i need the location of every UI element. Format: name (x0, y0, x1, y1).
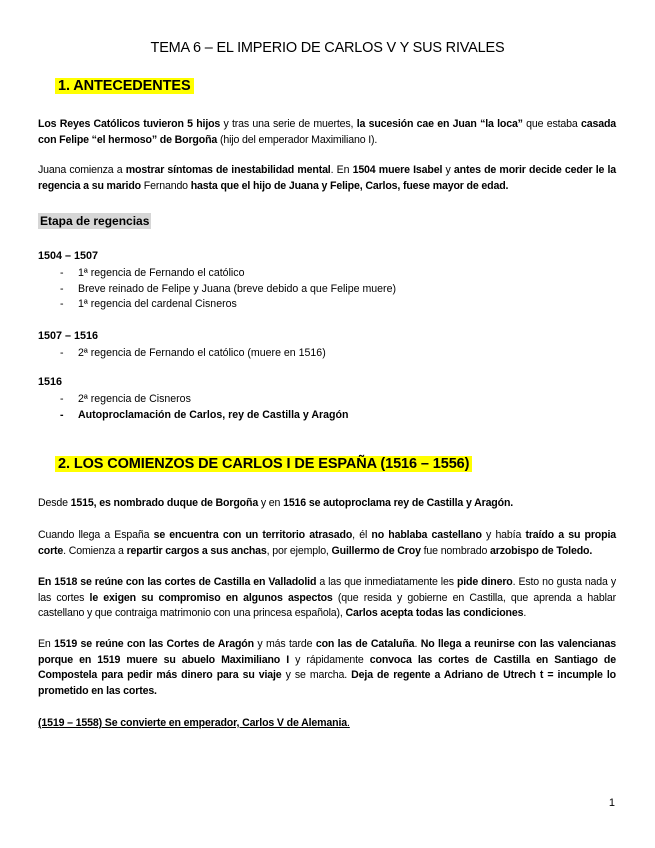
bold-text-run: Deja de regente a Adriano de Utrech t = incumple lo prometido en las cortes. (38, 669, 616, 697)
bold-text-run: antes de morir decide ceder le la regencia a su marido (38, 164, 617, 192)
section-2-paragraph-2 (38, 528, 616, 559)
section-2-heading: 2. LOS COMIENZOS DE CARLOS I DE ESPAÑA (1516 – 1556) (55, 456, 472, 472)
text-run: y rápidamente (289, 653, 370, 666)
text-run: y tras una serie de muertes, (220, 118, 357, 130)
bold-text-run: con las de Cataluña (315, 638, 415, 650)
text-run: y había (481, 529, 526, 541)
emperor-end: . (347, 717, 350, 729)
bold-text-run: No llega a reunirse con las valencianas porque en 1519 muere su abuelo Maximiliano I (38, 638, 616, 666)
bold-text-run: 1504 muere Isabel (352, 164, 443, 176)
section-1-heading: 1. ANTECEDENTES (55, 78, 194, 94)
text-run: Desde (38, 497, 71, 509)
bold-text-run: pide dinero (456, 576, 513, 588)
emperor-line (38, 716, 616, 732)
list-item: - 2ª regencia de Cisneros (60, 392, 348, 408)
regency-range: 1507 – 1516 (38, 330, 99, 342)
section-1-paragraph-2 (38, 163, 616, 194)
regencias-heading: Etapa de regencias (40, 214, 150, 228)
regency-list (60, 266, 396, 313)
text-run: Cuando llega a España (38, 529, 154, 541)
bold-text-run: traído a su propia corte (38, 529, 616, 557)
section-2-paragraph-3 (38, 575, 616, 622)
text-run: fue nombrado (420, 544, 490, 557)
bold-text-run: Carlos acepta todas las condiciones (345, 607, 524, 619)
bold-text-run: convoca las cortes de Castilla en Santiago de Compostela para pedir más dinero para su viaje (38, 653, 616, 681)
bold-text-run: Los Reyes Católicos tuvieron 5 hijos (38, 118, 221, 130)
regency-range: 1504 – 1507 (38, 250, 99, 262)
text-run: , él (352, 529, 372, 541)
text-run: . (523, 607, 527, 619)
text-run: que estaba (522, 118, 581, 130)
bold-text-run: Guillermo de Croy (331, 544, 421, 557)
text-run: a las que inmediatamente les (316, 576, 457, 588)
text-run: . (414, 638, 421, 650)
text-run: Juana comienza a (38, 164, 126, 176)
section-1-paragraph-1 (38, 117, 616, 148)
bold-text-run: 1519 se reúne con las Cortes de Aragón (54, 638, 254, 650)
bold-text-run: 1516 se autoproclama rey de Castilla y Aragón. (283, 497, 514, 509)
regency-list (60, 392, 348, 423)
list-item: - 1ª regencia del cardenal Cisneros (60, 297, 396, 313)
bold-text-run: no hablaba castellano (371, 529, 482, 541)
bold-text-run: le exigen su compromiso en algunos aspectos (89, 591, 333, 604)
text-run: . Esto no gusta nada y las cortes (38, 576, 616, 604)
bold-text-run: se encuentra con un territorio atrasado (153, 529, 353, 541)
list-item: - 1ª regencia de Fernando el católico (60, 266, 396, 282)
regency-list (60, 346, 326, 362)
bold-text-run: casada con Felipe “el hermoso” de Borgoña (38, 118, 617, 146)
regency-range: 1516 (38, 376, 63, 388)
text-run: . En (330, 164, 353, 176)
bold-text-run: hasta que el hijo de Juana y Felipe, Carlos, fuese mayor de edad. (190, 179, 509, 192)
text-run: En (38, 638, 55, 650)
text-run: , por ejemplo, (266, 544, 332, 557)
text-run: (que resida y gobierne en Castilla, que aprenda a hablar castellano y que contraiga matrimonio con una princesa española), (38, 591, 616, 619)
text-run: y se marcha. (281, 669, 352, 681)
document-title: TEMA 6 – EL IMPERIO DE CARLOS V Y SUS RIVALES (150, 40, 505, 56)
bold-text-run: la sucesión cae en Juan “la loca” (356, 118, 523, 130)
text-run: y más tarde (253, 638, 316, 650)
section-2-paragraph-1 (38, 496, 616, 512)
list-item: - 2ª regencia de Fernando el católico (muere en 1516) (60, 346, 326, 362)
list-item: - Breve reinado de Felipe y Juana (breve debido a que Felipe muere) (60, 282, 396, 298)
section-2-paragraph-4 (38, 637, 616, 699)
text-run: . Comienza a (63, 544, 127, 557)
text-run: Fernando (140, 179, 191, 192)
text-run: y (442, 164, 454, 176)
bold-text-run: mostrar síntomas de inestabilidad mental (125, 164, 331, 176)
bold-text-run: arzobispo de Toledo. (490, 544, 593, 557)
bold-text-run: 1515, es nombrado duque de Borgoña (70, 497, 259, 509)
bold-text-run: repartir cargos a sus anchas (126, 544, 267, 557)
emperor-text: (1519 – 1558) Se convierte en emperador, Carlos V de Alemania (38, 717, 348, 729)
bold-text-run: En 1518 se reúne con las cortes de Castilla en Valladolid (38, 576, 317, 588)
text-run: (hijo del emperador Maximiliano I). (217, 133, 378, 146)
page-number: 1 (608, 797, 615, 809)
list-item: - Autoproclamación de Carlos, rey de Castilla y Aragón (60, 408, 348, 424)
text-run: y en (258, 497, 284, 509)
